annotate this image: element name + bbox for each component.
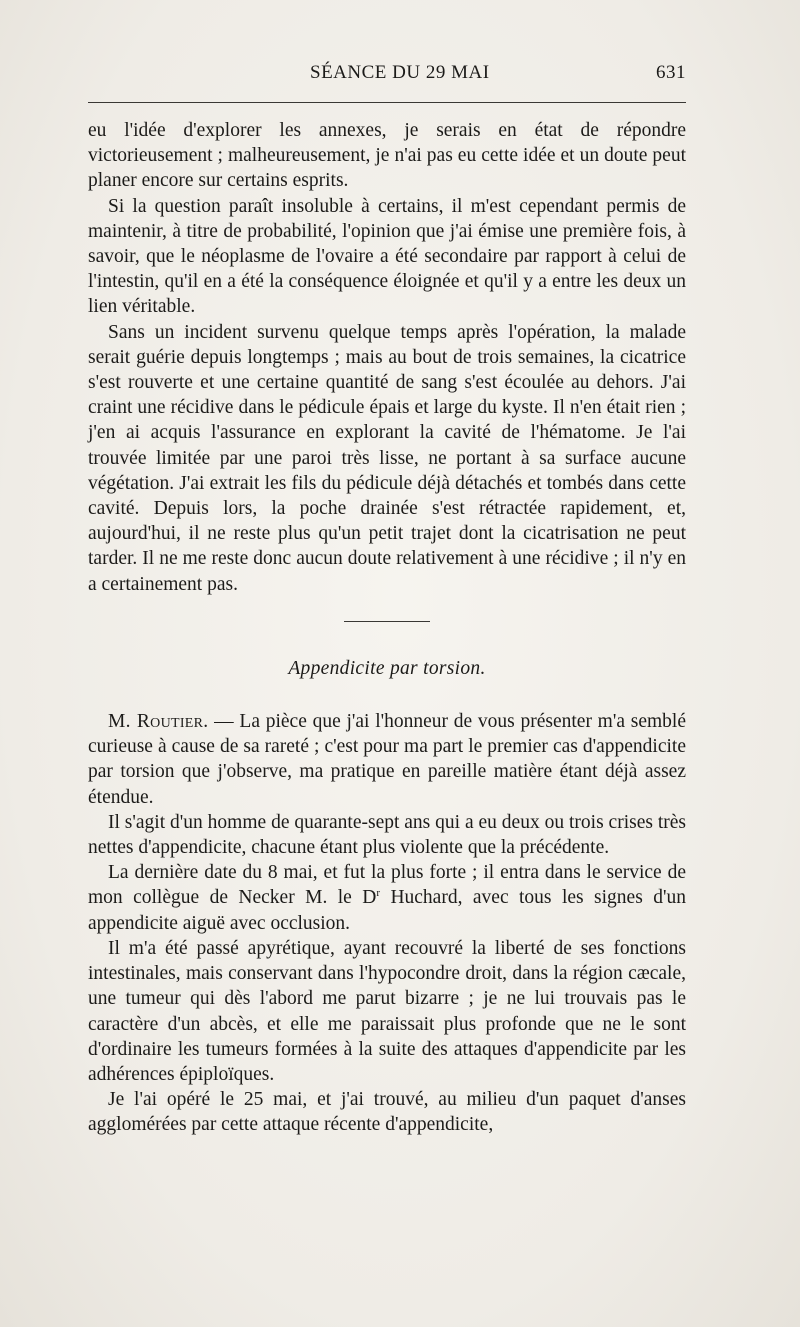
paragraph-huchard (88, 860, 686, 936)
running-head-title: SÉANCE DU 29 MAI (310, 62, 490, 83)
page-number: 631 (656, 62, 686, 83)
paragraph: Il s'agit d'un homme de quarante-sept ans qui a eu deux ou trois crises très nettes d'appendicite, chacune étant plus violente que la précédente. (88, 811, 686, 859)
huchard-text-after: Huchard, avec tous les signes d'un appendicite aiguë avec occlusion. (88, 887, 686, 934)
speaker-text: — La pièce que j'ai l'honneur de vous présenter m'a semblé curieuse à cause de sa rareté ; c'est pour ma part le premier cas d'appendicite par torsion que j'observe, ma pratique en pareille matière étant déjà assez étendue. (88, 711, 686, 808)
section-title: Appendicite par torsion. (288, 657, 486, 679)
speaker-name: M. Routier. (108, 711, 209, 733)
running-head (88, 62, 686, 88)
paragraph: Je l'ai opéré le 25 mai, et j'ai trouvé, au milieu d'un paquet d'anses agglomérées par cette attaque récente d'appendicite, (88, 1089, 686, 1136)
section-separator (344, 621, 430, 622)
paragraph: Sans un incident survenu quelque temps après l'opération, la malade serait guérie depuis longtemps ; mais au bout de trois semaines, la cicatrice s'est rouverte et une certaine quantité de sang s'est écoulée au dehors. J'ai craint une récidive dans le pédicule épais et large du kyste. Il n'en était rien ; j'en ai acquis l'assurance en explorant la cavité de l'hématome. Je l'ai trouvée limitée par une paroi très lisse, ne portant à sa surface aucune végétation. J'ai extrait les fils du pédicule déjà détachés et tombés dans cette cavité. Depuis lors, la poche drainée s'est rétractée rapidement, et, aujourd'hui, il ne reste plus qu'un petit trajet dont la cicatrisation ne peut tarder. Il ne me reste donc aucun doute relativement à une récidive ; il n'y en a certainement pas. (88, 321, 686, 595)
huchard-text-before: La dernière date du 8 mai, et fut la plus forte ; il entra dans le service de mon collègue de Necker M. le D (88, 862, 686, 909)
speaker-paragraph (88, 709, 686, 810)
paragraph: eu l'idée d'explorer les annexes, je serais en état de répondre victorieusement ; malheureusement, je n'ai pas eu cette idée et un doute peut planer encore sur certains esprits. (88, 120, 686, 192)
paragraph: Il m'a été passé apyrétique, ayant recouvré la liberté de ses fonctions intestinales, mais conservant dans l'hypocondre droit, dans la région cæcale, une tumeur qui dès l'abord me parut bizarre ; je ne lui trouvais pas le caractère d'un abcès, et elle me paraissait plus profonde que ne le sont d'ordinaire les tumeurs formées à la suite des attaques d'appendicite par les adhérences épiploïques. (88, 937, 686, 1085)
paragraph: Si la question paraît insoluble à certains, il m'est cependant permis de maintenir, à titre de probabilité, l'opinion que j'ai émise une première fois, à savoir, que le néoplasme de l'ovaire a été secondaire par rapport à celui de l'intestin, qu'il en a été la conséquence éloignée et qu'il y a entre les deux un lien véritable. (88, 195, 686, 318)
header-rule (88, 102, 686, 103)
doctor-abbrev-sup: r (376, 887, 381, 900)
body-text (88, 118, 686, 1138)
